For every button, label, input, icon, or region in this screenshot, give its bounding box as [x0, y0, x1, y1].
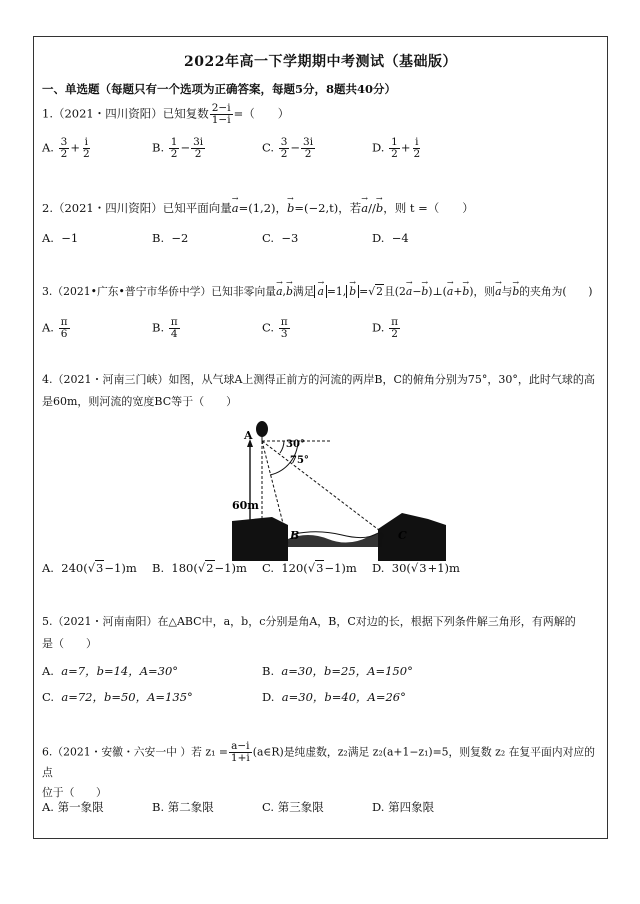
q4-option-c[interactable]: C. 120(√3−1)m: [262, 561, 357, 575]
question-1: [42, 103, 599, 126]
question-2: 2.（2021・四川资阳）已知平面向量→ a=(1,2)，→ b=(−2,t)，若→ a//→ b，则 t =（ ）: [42, 199, 599, 217]
label-a: A: [244, 429, 253, 442]
height-label: 60m: [232, 499, 259, 512]
q4-option-a[interactable]: A. 240(√3−1)m: [42, 561, 137, 575]
exam-sheet: [33, 36, 608, 839]
q6-option-c[interactable]: C. 第三象限: [262, 800, 324, 814]
q5-option-c[interactable]: C. a=72，b=50，A=135°: [42, 690, 193, 704]
q1-fraction: $\frac{2-i}{1-i}$: [211, 102, 231, 126]
page-title: 2022年高一下学期期中考测试（基础版）: [184, 54, 457, 70]
q3-option-c[interactable]: C. $\frac{\pi}{3}$: [262, 316, 288, 340]
question-6: 6.（2021・安徽・六安一中 ）若 z₁ = $\frac{a-i}{1+i}$ (a∈R)是纯虚数，z₂满足 z₂(a+1−z₁)=5，则复数 z₂ 在复平面内对应的点 位于（ ）: [42, 740, 595, 799]
q1-suffix: =（ ）: [233, 106, 290, 121]
q6-option-a[interactable]: A. 第一象限: [42, 800, 104, 814]
balloon-icon: [256, 421, 268, 437]
q1-option-d[interactable]: D. $\frac{1}{2}$ + $\frac{i}{2}$: [372, 136, 421, 160]
question-4: 4.（2021・河南三门峡）如图，从气球A上测得正前方的河流的两岸B，C的俯角分别为75°，30°，此时气球的高 是60m，则河流的宽度BC等于（ ）: [42, 373, 595, 408]
label-b: B: [290, 529, 300, 542]
q3-option-a[interactable]: A. $\frac{\pi}{6}$: [42, 316, 68, 340]
q5-option-a[interactable]: A. a=7，b=14，A=30°: [42, 664, 179, 678]
q5-option-b[interactable]: B. a=30，b=25，A=150°: [262, 664, 413, 678]
q6-option-d[interactable]: D. 第四象限: [372, 800, 435, 814]
question-5: 5.（2021・河南南阳）在△ABC中，a，b，c分别是角A，B，C对边的长，根据下列条件解三角形，有两解的 是（ ）: [42, 615, 576, 650]
question-3: 3.（2021•广东•普宁市华侨中学）已知非零向量→ a,→ b满足→ a =1,→ b =√2且(2→ a−→ b)⊥(→ a+→ b)，则→ a与→ b的夹角为( ): [42, 283, 599, 301]
angle-75-label: 75°: [290, 455, 309, 466]
q2-option-a[interactable]: A. −1: [42, 231, 79, 245]
q2-option-b[interactable]: B. −2: [152, 231, 189, 245]
q6-option-b[interactable]: B. 第二象限: [152, 800, 214, 814]
q1-option-c[interactable]: C. $\frac{3}{2}$ − $\frac{3i}{2}$: [262, 136, 314, 160]
q2-option-c[interactable]: C. −3: [262, 231, 299, 245]
q3-option-d[interactable]: D. $\frac{\pi}{2}$: [372, 316, 399, 340]
right-bank: [378, 513, 446, 561]
q2-option-d[interactable]: D. −4: [372, 231, 409, 245]
q5-option-d[interactable]: D. a=30，b=40，A=26°: [262, 690, 406, 704]
section-heading: 一、单选题（每题只有一个选项为正确答案，每题5分，8题共40分）: [42, 82, 397, 96]
angle-30-label: 30°: [286, 439, 305, 450]
left-bank: [232, 517, 288, 561]
q4-option-d[interactable]: D. 30(√3+1)m: [372, 561, 460, 575]
river: [288, 532, 383, 547]
q1-option-b[interactable]: B. $\frac{1}{2}$ − $\frac{3i}{2}$: [152, 136, 204, 160]
q1-prefix: 1.（2021・四川资阳）已知复数: [42, 106, 209, 121]
balloon-river-diagram: [232, 421, 446, 567]
q3-option-b[interactable]: B. $\frac{\pi}{4}$: [152, 316, 178, 340]
label-c: C: [398, 529, 407, 542]
q4-option-b[interactable]: B. 180(√2−1)m: [152, 561, 247, 575]
q1-option-a[interactable]: A. $\frac{3}{2}$ + $\frac{i}{2}$: [42, 136, 90, 160]
